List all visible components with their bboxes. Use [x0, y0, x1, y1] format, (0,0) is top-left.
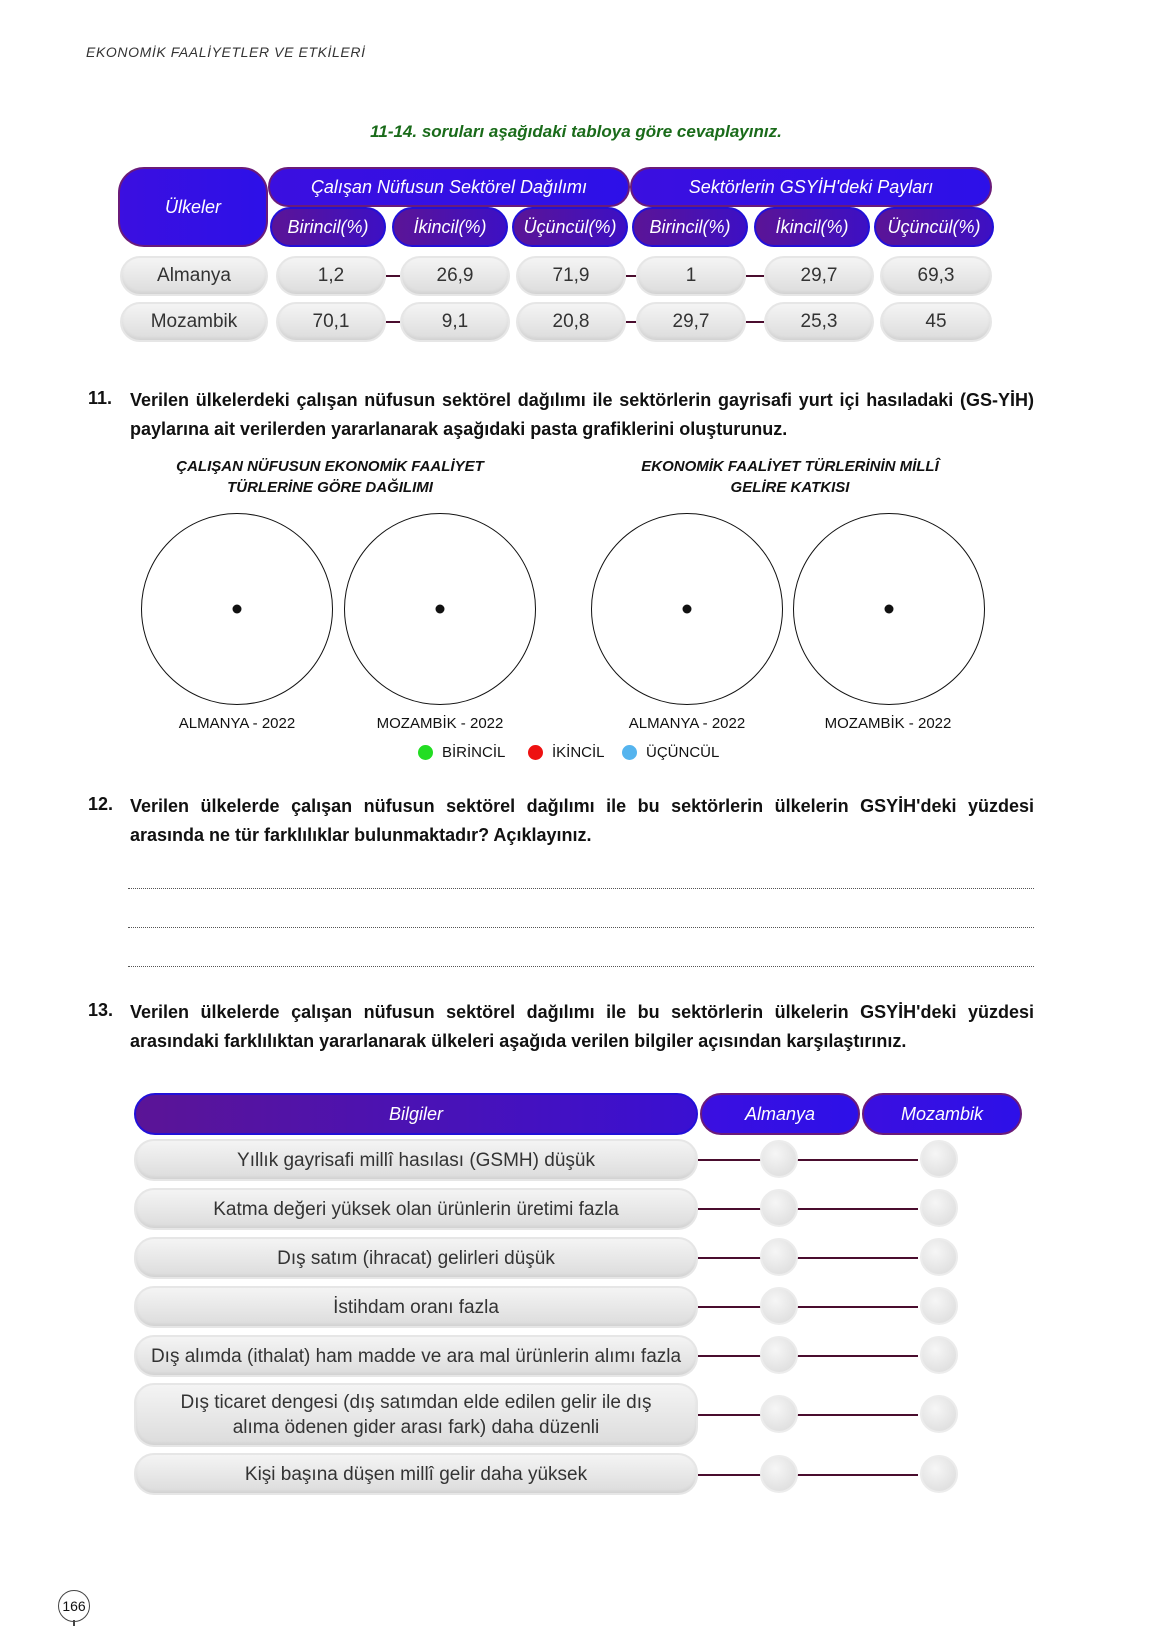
connector — [746, 321, 764, 323]
chart-title-income: EKONOMİK FAALİYET TÜRLERİNİN MİLLÎ GELİRE KATKISI — [641, 458, 939, 496]
question-13-text: Verilen ülkelerde çalışan nüfusun sektörel dağılımı ile bu sektörlerin ülkelerin GSYİH'deki yüzdesi arasındaki farklılıktan yararlanarak ülkeleri aşağıda verilen bilgiler açısından karşılaştırınız. — [130, 1002, 1034, 1051]
germany-header: Almanya — [700, 1093, 860, 1135]
page-number-line — [73, 1620, 75, 1626]
value-cell: 29,7 — [764, 256, 874, 296]
value-cell: 45 — [880, 302, 992, 342]
center-dot — [436, 605, 445, 614]
mozambique-header: Mozambik — [862, 1093, 1022, 1135]
legend-item: ÜÇÜNCÜL — [622, 744, 719, 761]
answer-line[interactable] — [128, 888, 1034, 889]
value-cell: 25,3 — [764, 302, 874, 342]
country-cell: Almanya — [120, 256, 268, 296]
value-cell: 71,9 — [516, 256, 626, 296]
connector — [698, 1306, 918, 1308]
question-12-text: Verilen ülkelerde çalışan nüfusun sektörel dağılımı ile bu sektörlerin ülkelerin GSYİH'deki yüzdesi arasında ne tür farklılıklar bulunmaktadır? Açıklayınız. — [130, 796, 1034, 845]
sub-header: Üçüncül(%) — [512, 207, 628, 247]
running-header: EKONOMİK FAALİYETLER VE ETKİLERİ — [86, 44, 366, 60]
chart-label: MOZAMBİK - 2022 — [824, 715, 952, 732]
connector — [698, 1355, 918, 1357]
info-header: Bilgiler — [134, 1093, 698, 1135]
connector — [698, 1257, 918, 1259]
center-dot — [233, 605, 242, 614]
group-header-gdp: Sektörlerin GSYİH'deki Payları — [630, 167, 992, 207]
legend-swatch-blue — [622, 745, 637, 760]
answer-circle-mozambique[interactable] — [920, 1140, 958, 1178]
info-row: Yıllık gayrisafi millî hasılası (GSMH) düşük — [134, 1139, 698, 1181]
info-row: Dış alımda (ithalat) ham madde ve ara mal ürünlerin alımı fazla — [134, 1335, 698, 1377]
country-cell: Mozambik — [120, 302, 268, 342]
chart-label: MOZAMBİK - 2022 — [376, 715, 504, 732]
info-row: İstihdam oranı fazla — [134, 1286, 698, 1328]
value-cell: 70,1 — [276, 302, 386, 342]
connector — [386, 275, 400, 277]
info-row: Dış ticaret dengesi (dış satımdan elde edilen gelir ile dış alıma ödenen gider arası fark) daha düzenli — [134, 1383, 698, 1447]
sub-header: Birincil(%) — [270, 207, 386, 247]
chart-title-employment: ÇALIŞAN NÜFUSUN EKONOMİK FAALİYET TÜRLERİNE GÖRE DAĞILIMI — [176, 458, 484, 496]
connector — [698, 1159, 918, 1161]
pie-chart-blank[interactable] — [591, 513, 783, 705]
connector — [746, 275, 764, 277]
answer-circle-mozambique[interactable] — [920, 1238, 958, 1276]
page-number: 166 — [58, 1590, 90, 1622]
chart-label: ALMANYA - 2022 — [628, 715, 746, 732]
sub-header: Üçüncül(%) — [874, 207, 994, 247]
answer-circle-mozambique[interactable] — [920, 1336, 958, 1374]
question-11-number: 11. — [88, 388, 113, 408]
connector — [626, 275, 636, 277]
countries-header: Ülkeler — [118, 167, 268, 247]
answer-circle-germany[interactable] — [760, 1140, 798, 1178]
connector — [698, 1474, 918, 1476]
answer-circle-germany[interactable] — [760, 1455, 798, 1493]
pie-chart-blank[interactable] — [793, 513, 985, 705]
answer-circle-germany[interactable] — [760, 1189, 798, 1227]
answer-circle-mozambique[interactable] — [920, 1395, 958, 1433]
value-cell: 9,1 — [400, 302, 510, 342]
answer-circle-mozambique[interactable] — [920, 1189, 958, 1227]
value-cell: 26,9 — [400, 256, 510, 296]
center-dot — [885, 605, 894, 614]
sub-header: Birincil(%) — [632, 207, 748, 247]
value-cell: 1 — [636, 256, 746, 296]
info-row: Katma değeri yüksek olan ürünlerin üretimi fazla — [134, 1188, 698, 1230]
answer-circle-germany[interactable] — [760, 1395, 798, 1433]
legend-swatch-green — [418, 745, 433, 760]
legend-item: İKİNCİL — [528, 744, 605, 761]
value-cell: 69,3 — [880, 256, 992, 296]
value-cell: 1,2 — [276, 256, 386, 296]
pie-chart-blank[interactable] — [344, 513, 536, 705]
connector — [698, 1414, 918, 1416]
info-row: Kişi başına düşen millî gelir daha yüksek — [134, 1453, 698, 1495]
connector — [626, 321, 636, 323]
pie-chart-blank[interactable] — [141, 513, 333, 705]
question-12-number: 12. — [88, 794, 114, 814]
chart-label: ALMANYA - 2022 — [178, 715, 296, 732]
answer-circle-germany[interactable] — [760, 1287, 798, 1325]
answer-circle-mozambique[interactable] — [920, 1455, 958, 1493]
connector — [386, 321, 400, 323]
group-header-employment: Çalışan Nüfusun Sektörel Dağılımı — [268, 167, 630, 207]
answer-circle-mozambique[interactable] — [920, 1287, 958, 1325]
question-11-text: Verilen ülkelerdeki çalışan nüfusun sektörel dağılımı ile sektörlerin gayrisafi yurt içi hasıladaki (GS-YİH) paylarına ait verilerden yararlanarak aşağıdaki pasta grafiklerini oluşturunuz. — [130, 390, 1034, 439]
sub-header: İkincil(%) — [754, 207, 870, 247]
connector — [698, 1208, 918, 1210]
answer-line[interactable] — [128, 927, 1034, 928]
center-dot — [683, 605, 692, 614]
info-row: Dış satım (ihracat) gelirleri düşük — [134, 1237, 698, 1279]
sub-header: İkincil(%) — [392, 207, 508, 247]
answer-circle-germany[interactable] — [760, 1238, 798, 1276]
value-cell: 20,8 — [516, 302, 626, 342]
value-cell: 29,7 — [636, 302, 746, 342]
instruction-text: 11-14. soruları aşağıdaki tabloya göre cevaplayınız. — [370, 122, 782, 141]
question-13-number: 13. — [88, 1000, 114, 1020]
answer-line[interactable] — [128, 966, 1034, 967]
answer-circle-germany[interactable] — [760, 1336, 798, 1374]
legend-item: BİRİNCİL — [418, 744, 505, 761]
legend-swatch-red — [528, 745, 543, 760]
